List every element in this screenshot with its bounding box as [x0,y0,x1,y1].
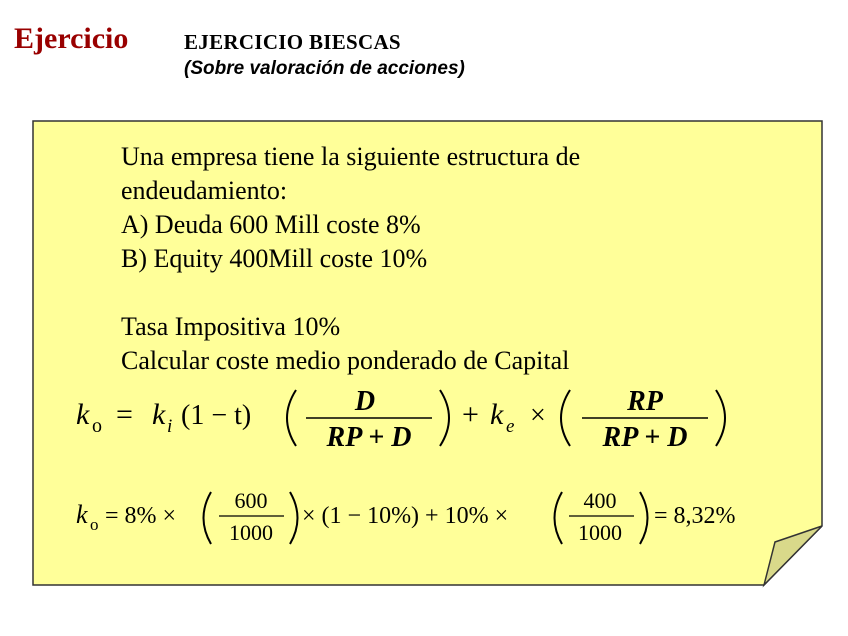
f2-result: = 8,32% [654,503,736,529]
f1-eq: = [116,398,133,431]
f2-den1: 1000 [229,520,273,545]
exercise-subtitle: (Sobre valoración de acciones) [184,58,465,79]
f1-den1: RP + D [326,422,412,453]
statement-line: endeudamiento: [121,176,288,205]
f2-num2: 400 [583,488,617,513]
f1-ki-sub: i [167,416,173,437]
statement-line-tax: Tasa Impositiva 10% [121,312,341,341]
f1-k-sub: o [92,415,102,437]
f1-ke: k [490,398,504,431]
statement-line: Una empresa tiene la siguiente estructura de [121,142,581,171]
f2-k: k [76,500,88,529]
problem-statement [121,140,580,378]
statement-line-equity: B) Equity 400Mill coste 10% [121,244,428,273]
f1-den2: RP + D [602,422,688,453]
f1-num1: D [354,386,376,417]
f2-k-sub: o [90,515,99,534]
f1-paren-t: (1 − t) [181,400,252,431]
f1-num2: RP [627,386,663,417]
f2-den2: 1000 [578,520,622,545]
f1-plus: + [462,398,479,431]
f1-times: × [530,400,546,431]
f1-ke-sub: e [506,416,515,437]
statement-blank-line [121,276,580,310]
f1-k: k [76,398,90,431]
heading: Ejercicio [14,22,129,55]
f2-mid: × (1 − 10%) + 10% × [302,503,509,529]
f2-eq-rate: = 8% × [105,503,177,529]
exercise-title: EJERCICIO BIESCAS [184,30,401,54]
statement-line-task: Calcular coste medio ponderado de Capital [121,346,570,375]
statement-line-debt: A) Deuda 600 Mill coste 8% [121,210,421,239]
f2-num1: 600 [234,488,268,513]
f1-ki: k [152,398,166,431]
